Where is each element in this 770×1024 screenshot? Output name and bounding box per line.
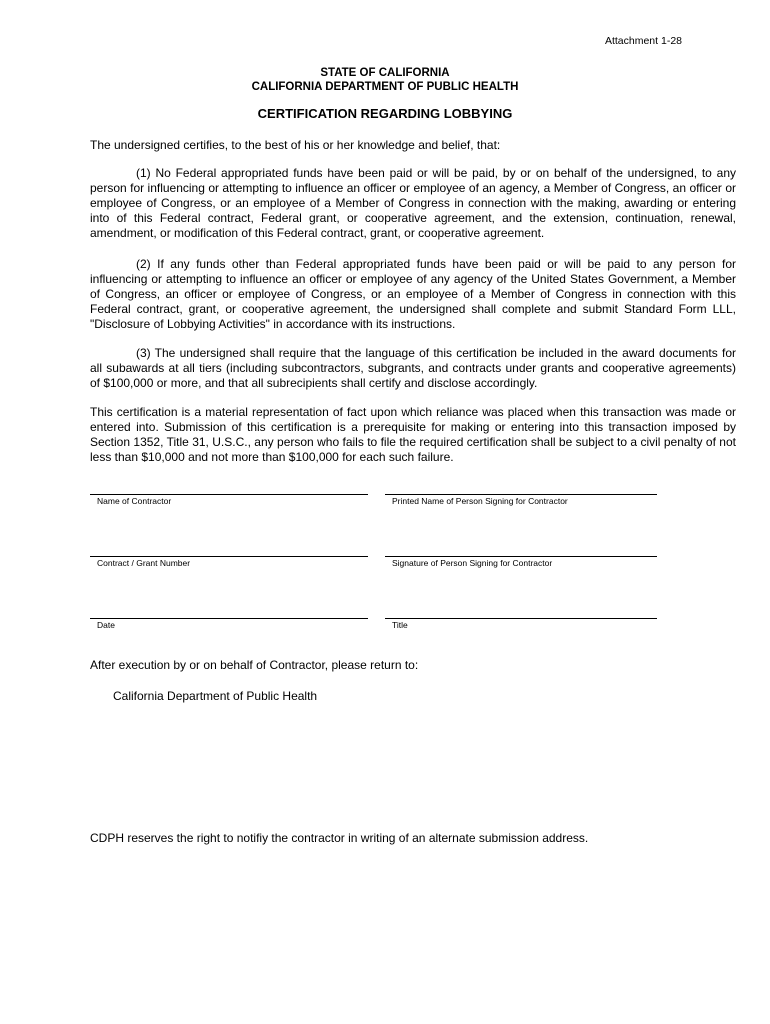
department-name: CALIFORNIA DEPARTMENT OF PUBLIC HEALTH bbox=[251, 81, 519, 93]
contract-number-label: Contract / Grant Number bbox=[97, 558, 191, 568]
agency-header bbox=[0, 66, 770, 94]
state-name: STATE OF CALIFORNIA bbox=[320, 67, 450, 79]
contract-number-field[interactable] bbox=[90, 556, 368, 557]
paragraph-2: (2) If any funds other than Federal appropriated funds have been paid or will be paid to any person for influencing or attempting to influence an officer or employee of any agency of the United States Government, a Member of Congress, an officer or employee of Congress, or an employee of a Member of Congress in connection with this Federal contract, grant, or cooperative agreement, the undersigned shall complete and submit Standard Form LLL, "Disclosure of Lobbying Activities" in accordance with its instructions. bbox=[90, 257, 736, 331]
intro-paragraph: The undersigned certifies, to the best of his or her knowledge and belief, that: bbox=[90, 138, 501, 152]
date-field[interactable] bbox=[90, 618, 368, 619]
document-title: CERTIFICATION REGARDING LOBBYING bbox=[257, 106, 513, 121]
return-address: California Department of Public Health bbox=[113, 689, 318, 703]
paragraph-4: This certification is a material representation of fact upon which reliance was placed when this transaction was made or entered into. Submission of this certification is a prerequisite for making or entering into this transaction imposed by Section 1352, Title 31, U.S.C., any person who fails to file the required certification shall be subject to a civil penalty of not less than $10,000 and not more than $100,000 for each such failure. bbox=[90, 405, 736, 464]
signature-label: Signature of Person Signing for Contractor bbox=[392, 558, 553, 568]
title-label: Title bbox=[392, 620, 408, 630]
date-label: Date bbox=[97, 620, 115, 630]
contractor-name-field[interactable] bbox=[90, 494, 368, 495]
title-field[interactable] bbox=[385, 618, 657, 619]
signature-field[interactable] bbox=[385, 556, 657, 557]
reservation-notice: CDPH reserves the right to notifiy the contractor in writing of an alternate submission address. bbox=[90, 831, 589, 845]
paragraph-3: (3) The undersigned shall require that the language of this certification be included in the award documents for all subawards at all tiers (including subcontractors, subgrants, and contracts under grants and cooperative agreements) of $100,000 or more, and that all subrecipients shall certify and disclose accordingly. bbox=[90, 346, 736, 390]
attachment-label: Attachment 1-28 bbox=[604, 35, 682, 47]
printed-name-label: Printed Name of Person Signing for Contractor bbox=[392, 496, 568, 506]
printed-name-field[interactable] bbox=[385, 494, 657, 495]
contractor-name-label: Name of Contractor bbox=[97, 496, 172, 506]
return-instruction: After execution by or on behalf of Contractor, please return to: bbox=[90, 658, 419, 672]
paragraph-1: (1) No Federal appropriated funds have been paid or will be paid, by or on behalf of the undersigned, to any person for influencing or attempting to influence an officer or employee of an agency, a Member of Congress, an officer or employee of Congress, or an employee of a Member of Congress in connection with the making, awarding or entering into of this Federal contract, Federal grant, or cooperative agreement, and the extension, continuation, renewal, amendment, or modification of this Federal contract, grant, or cooperative agreement. bbox=[90, 166, 736, 240]
